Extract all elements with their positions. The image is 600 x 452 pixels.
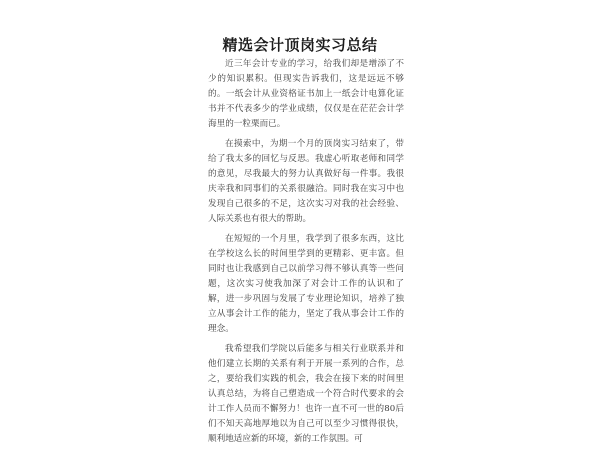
paragraph: 近三年会计专业的学习，给我们却是增添了不少的知识累积。但现实告诉我们，这是远远不够的。一纸会计从业资格证书加上一纸会计电算化证书并不代表多少的学业成绩，仅仅是在茫茫会计学海里的一粒栗而已。 [208,59,404,129]
paragraph: 我希望我们学院以后能多与相关行业联系并和他们建立长期的关系有利于开展一系列的合作，总之，要给我们实践的机会，我会在接下来的时间里认真总结，为将自己塑造成一个符合时代要求的会计工作人员而不懈努力！也许一直不可一世的80后们不知天高地厚地以为自己可以至少习惯得很快，顺利地适应新的环境，新的工作氛围。可 [208,344,404,444]
document-body [208,57,404,452]
paragraph: 在短短的一个月里，我学到了很多东西，这比在学校这么长的时间里学到的更精彩、更丰富。但同时也让我感到自己以前学习得不够认真等一些问题，这次实习使我加深了对会计工作的认识和了解，进一步巩固与发展了专业理论知识，培养了独立从事会计工作的能力，坚定了我从事会计工作的理念。 [208,234,404,334]
paragraph: 在摸索中，为期一个月的顶岗实习结束了，带给了我太多的回忆与反思。我虚心听取老师和同学的意见，尽我最大的努力认真做好每一件事。我很庆幸我和同事们的关系很融洽。同时我在实习中也发现自己很多的不足，这次实习对我的社会经验、人际关系也有很大的帮助。 [208,139,404,224]
document-title: 精选会计顶岗实习总结 [222,36,378,54]
